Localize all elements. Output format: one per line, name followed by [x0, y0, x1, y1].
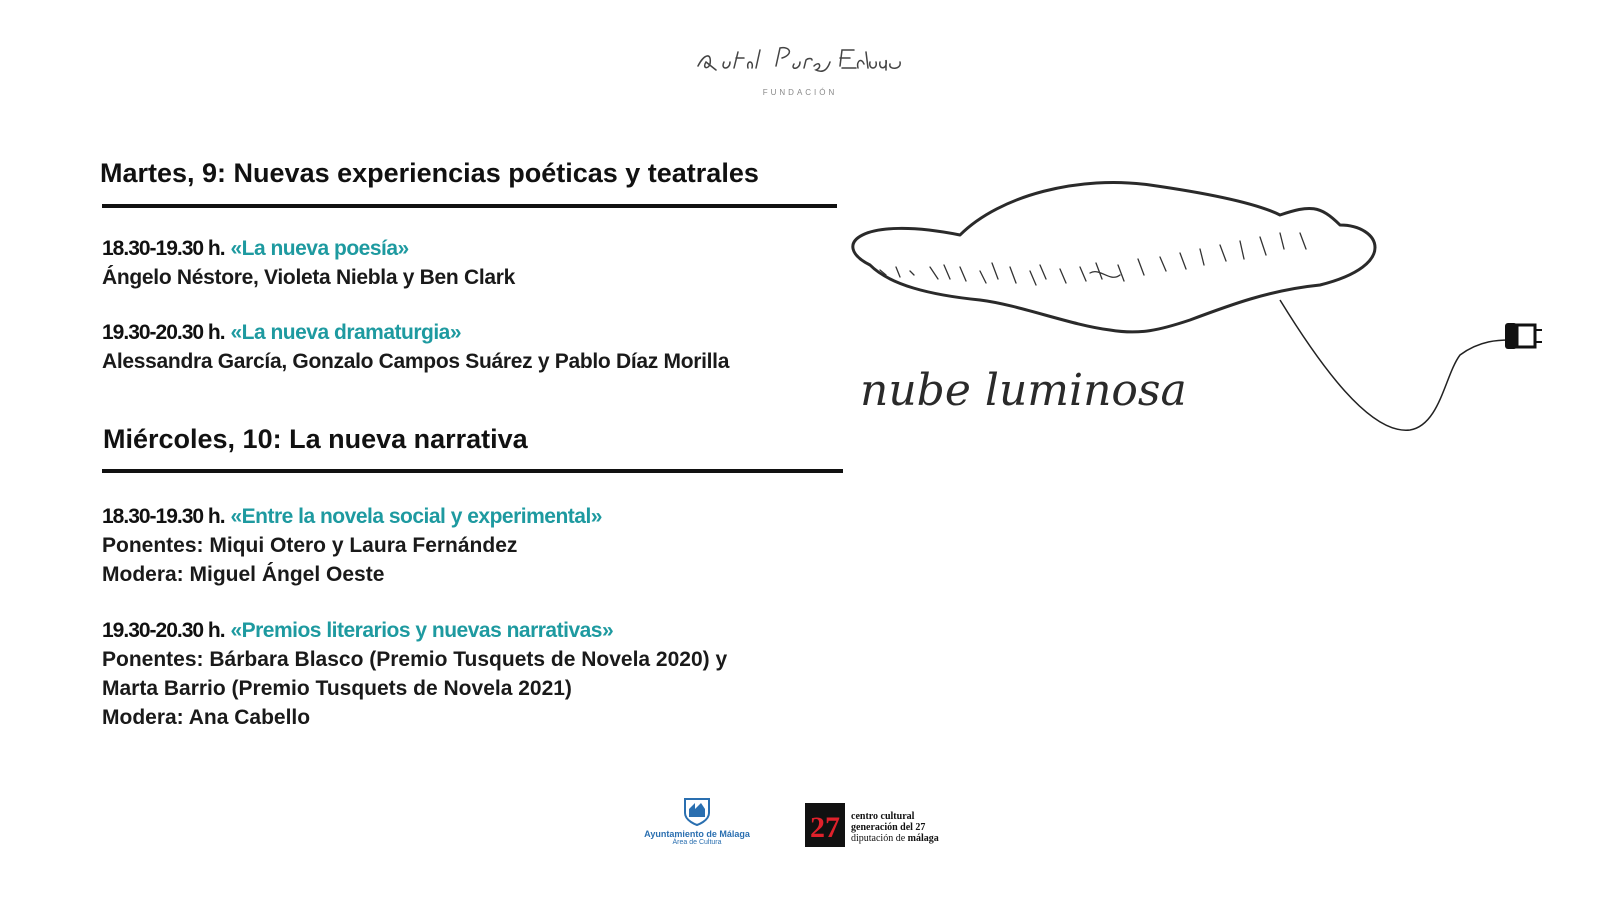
ayuntamiento-logo	[642, 795, 752, 855]
day-title-martes: Martes, 9: Nuevas experiencias poéticas y teatrales	[100, 158, 759, 188]
cloud-illustration	[840, 175, 1600, 455]
speakers-continued: Marta Barrio (Premio Tusquets de Novela 2021)	[102, 677, 572, 700]
signature-logo	[690, 40, 910, 80]
slot-la-nueva-poesia	[102, 234, 515, 292]
talk-title: «Entre la novela social y experimental»	[230, 505, 602, 528]
centro-line1: centro cultural	[851, 811, 915, 822]
centro-line3a: diputación de	[851, 833, 908, 844]
ayuntamiento-area: Área de Cultura	[672, 839, 722, 846]
cloud-caption: nube luminosa	[860, 365, 1187, 416]
talk-title: «La nueva dramaturgia»	[230, 321, 462, 344]
slot-time: 18.30-19.30 h.	[102, 505, 225, 528]
talk-title: «Premios literarios y nuevas narrativas»	[230, 619, 614, 642]
slot-premios-literarios	[102, 616, 727, 732]
moderator: Modera: Miguel Ángel Oeste	[102, 563, 385, 586]
day-divider	[102, 469, 843, 473]
slot-time: 18.30-19.30 h.	[102, 237, 225, 260]
centro-line3b: málaga	[907, 833, 939, 844]
cloud-hatching	[880, 233, 1306, 285]
slot-entre-la-novela	[102, 502, 602, 589]
day-divider	[102, 204, 837, 208]
speakers: Ángelo Néstore, Violeta Niebla y Ben Clark	[102, 266, 515, 289]
cloud-outline	[853, 182, 1375, 332]
day-title-miercoles: Miércoles, 10: La nueva narrativa	[103, 424, 528, 454]
city-shield-icon	[681, 795, 713, 827]
centro-line2: generación del 27	[851, 822, 926, 833]
ayuntamiento-name: Ayuntamiento de Málaga	[644, 829, 750, 839]
slot-time: 19.30-20.30 h.	[102, 321, 225, 344]
moderator: Modera: Ana Cabello	[102, 706, 311, 729]
centro-text	[851, 811, 939, 844]
talk-title: «La nueva poesía»	[230, 237, 409, 260]
speakers: Ponentes: Bárbara Blasco (Premio Tusquets de Novela 2020) y	[102, 648, 728, 671]
g27-badge: 27	[805, 803, 845, 847]
slot-time: 19.30-20.30 h.	[102, 619, 225, 642]
slot-la-nueva-dramaturgia	[102, 318, 729, 376]
speakers: Alessandra García, Gonzalo Campos Suárez y Pablo Díaz Morilla	[102, 350, 730, 373]
cloud-cord	[1280, 300, 1510, 430]
speakers: Ponentes: Miqui Otero y Laura Fernández	[102, 534, 518, 557]
foundation-logo	[650, 38, 950, 108]
centro-cultural-logo	[805, 803, 965, 853]
foundation-label: FUNDACIÓN	[762, 88, 838, 97]
plug-icon	[1505, 323, 1542, 349]
